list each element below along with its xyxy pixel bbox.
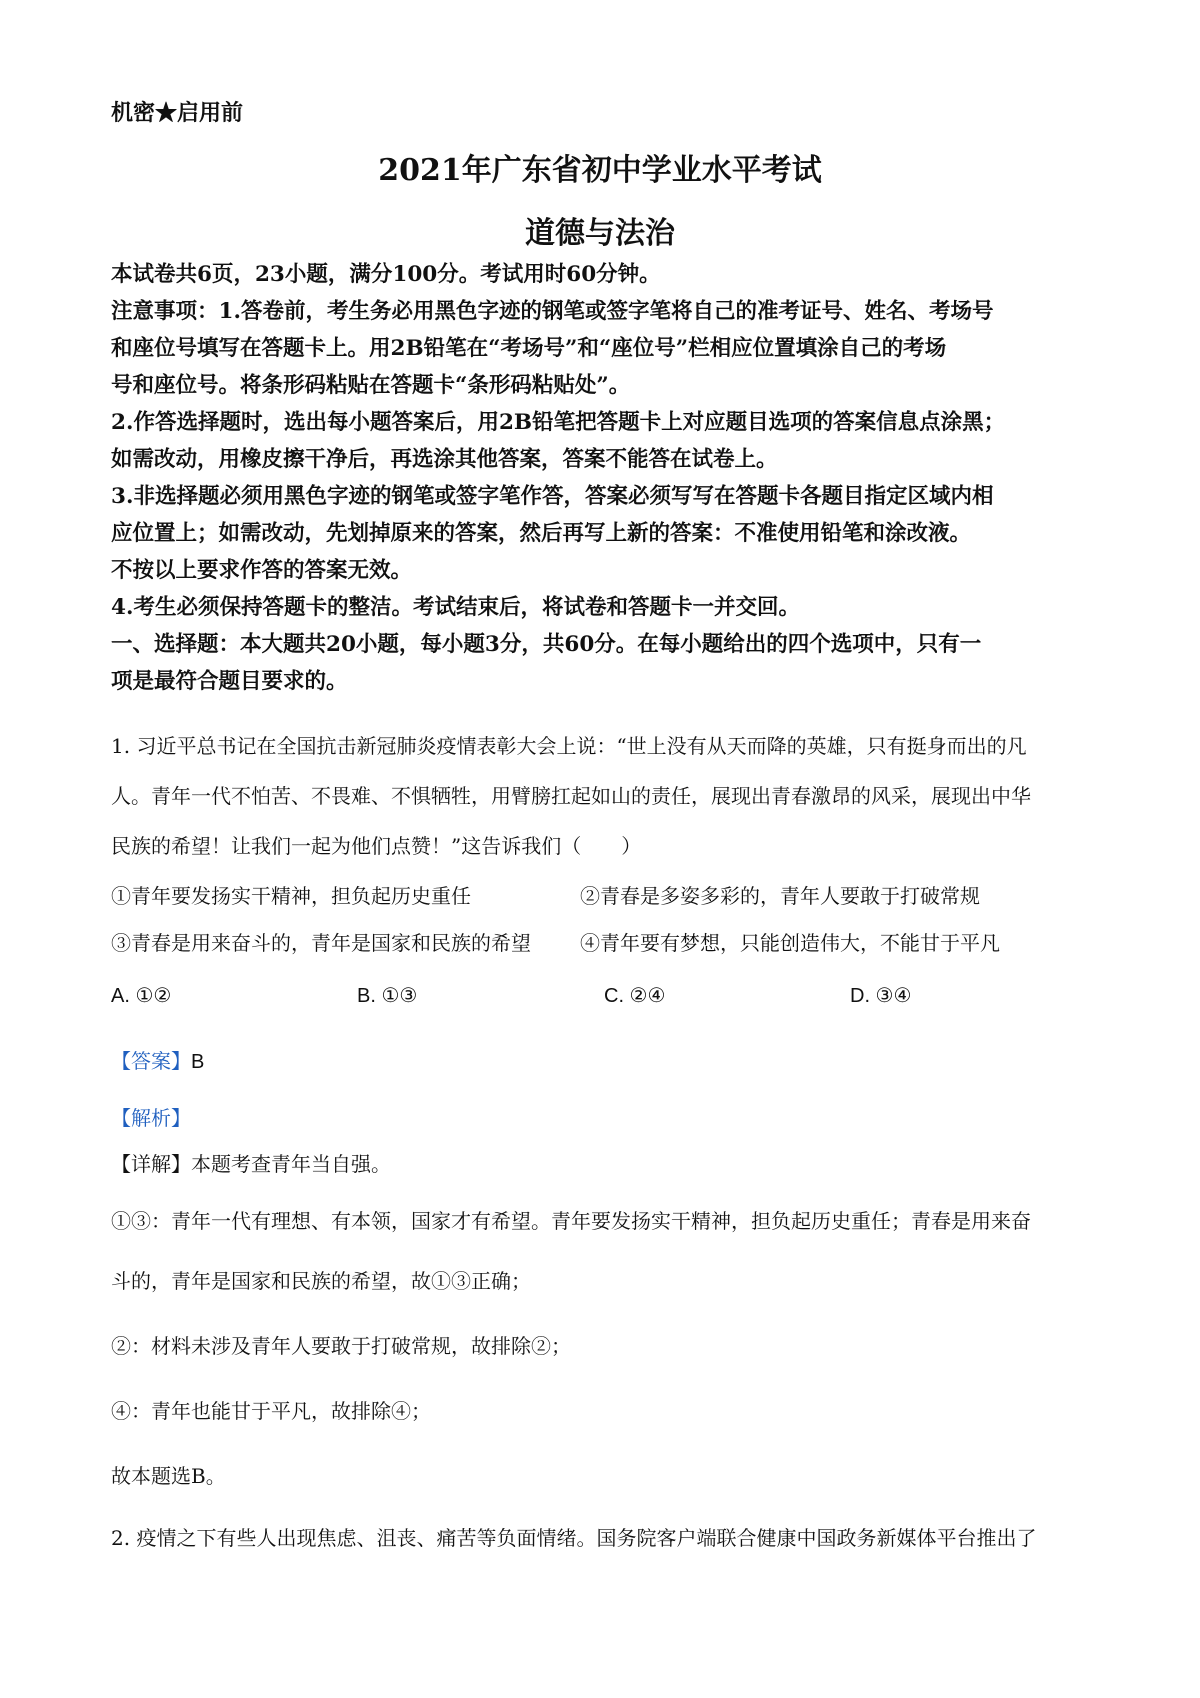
q1-option-d: D. ③④ <box>850 985 912 1007</box>
instruction-line: 注意事项：1.答卷前，考生务必用黑色字迹的钢笔或签字笔将自己的准考证号、姓名、考场号 <box>111 299 994 324</box>
q1-option-c: C. ②④ <box>604 985 666 1007</box>
q1-statement-1: ①青年要发扬实干精神，担负起历史重任 <box>111 884 471 908</box>
q1-conclusion: 故本题选B。 <box>111 1464 226 1488</box>
q1-stem-line: 1. 习近平总书记在全国抗击新冠肺炎疫情表彰大会上说：“世上没有从天而降的英雄，只有挺身而出的凡 <box>111 734 1027 758</box>
instruction-line: 如需改动，用橡皮擦干净后，再选涂其他答案，答案不能答在试卷上。 <box>111 447 778 472</box>
q1-explanation-line: 斗的，青年是国家和民族的希望，故①③正确； <box>111 1269 531 1293</box>
confidential-label: 机密★启用前 <box>111 100 244 126</box>
q1-answer <box>111 1045 204 1074</box>
subject-title: 道德与法治 <box>525 216 675 251</box>
section-heading-line: 项是最符合题目要求的。 <box>111 669 348 694</box>
answer-tag: 【答案】 <box>111 1049 191 1073</box>
instruction-line: 4.考生必须保持答题卡的整洁。考试结束后，将试卷和答题卡一并交回。 <box>111 595 800 620</box>
q1-explanation-line: ①③：青年一代有理想、有本领，国家才有希望。青年要发扬实干精神，担负起历史重任；青春是用来奋 <box>111 1209 1031 1233</box>
instruction-line: 本试卷共6页，23小题，满分100分。考试用时60分钟。 <box>111 262 661 287</box>
instruction-line: 和座位号填写在答题卡上。用2B铅笔在“考场号”和“座位号”栏相应位置填涂自己的考场 <box>111 336 947 361</box>
instruction-line: 3.非选择题必须用黑色字迹的钢笔或签字笔作答，答案必须写写在答题卡各题目指定区域内相 <box>111 484 994 509</box>
exam-instructions <box>111 256 1101 700</box>
q1-stem-line: 民族的希望！让我们一起为他们点赞！”这告诉我们（ ） <box>111 834 642 858</box>
q1-stem-line: 人。青年一代不怕苦、不畏难、不惧牺牲，用臂膀扛起如山的责任，展现出青春激昂的风采，展现出中华 <box>111 784 1031 808</box>
instruction-line: 应位置上；如需改动，先划掉原来的答案，然后再写上新的答案：不准使用铅笔和涂改液。 <box>111 521 972 546</box>
analysis-tag: 【解析】 <box>111 1106 191 1130</box>
answer-value: B <box>191 1051 205 1073</box>
q2-stem-line: 2. 疫情之下有些人出现焦虑、沮丧、痛苦等负面情绪。国务院客户端联合健康中国政务新媒体平台推出了 <box>111 1526 1037 1550</box>
q1-statement-4: ④青年要有梦想，只能创造伟大，不能甘于平凡 <box>580 931 1000 955</box>
instruction-line: 不按以上要求作答的答案无效。 <box>111 558 413 583</box>
q1-option-a: A. ①② <box>111 985 172 1007</box>
q1-detail-heading: 【详解】本题考查青年当自强。 <box>111 1152 391 1176</box>
instruction-line: 号和座位号。将条形码粘贴在答题卡“条形码粘贴处”。 <box>111 373 631 398</box>
section-heading-line: 一、选择题：本大题共20小题，每小题3分，共60分。在每小题给出的四个选项中，只有一 <box>111 632 982 657</box>
exam-title: 2021年广东省初中学业水平考试 <box>378 153 822 188</box>
instruction-line: 2.作答选择题时，选出每小题答案后，用2B铅笔把答题卡上对应题目选项的答案信息点涂黑； <box>111 410 1006 435</box>
q1-statement-2: ②青春是多姿多彩的，青年人要敢于打破常规 <box>580 884 980 908</box>
q1-statement-3: ③青春是用来奋斗的，青年是国家和民族的希望 <box>111 931 531 955</box>
q1-explanation-line: ④：青年也能甘于平凡，故排除④； <box>111 1399 431 1423</box>
q1-option-b: B. ①③ <box>357 985 418 1007</box>
q1-explanation-line: ②：材料未涉及青年人要敢于打破常规，故排除②； <box>111 1334 571 1358</box>
